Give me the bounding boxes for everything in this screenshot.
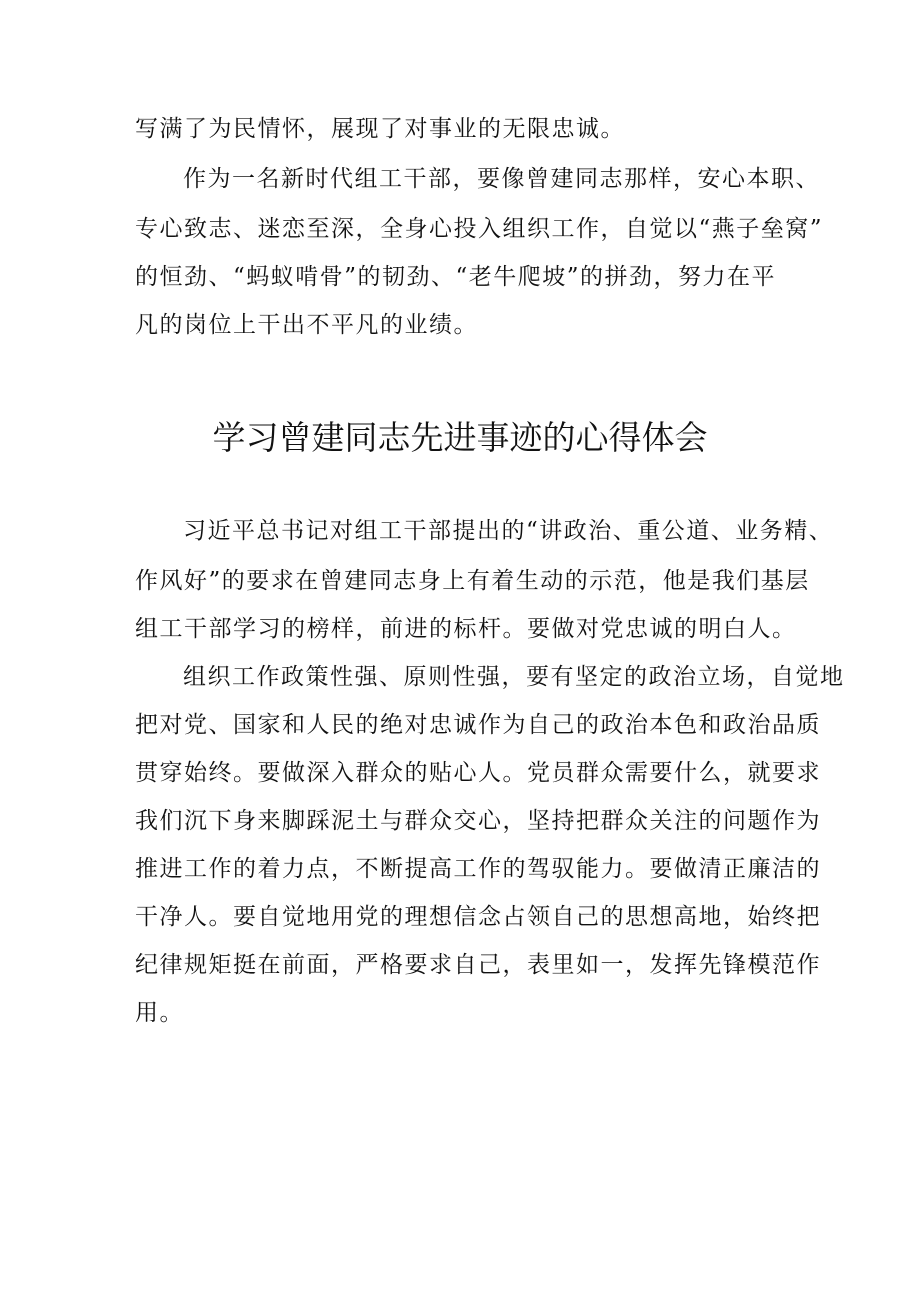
intro-line-2: 作为一名新时代组工干部，要像曾建同志那样，安心本职、 [183, 166, 820, 192]
body-line-3: 组工干部学习的榜样，前进的标杆。要做对党忠诚的明白人。 [135, 616, 797, 642]
body-line-2: 作风好”的要求在曾建同志身上有着生动的示范，他是我们基层 [135, 568, 810, 594]
body-line-1: 习近平总书记对组工干部提出的“讲政治、重公道、业务精、 [183, 518, 834, 544]
page-title: 学习曾建同志先进事迹的心得体会 [212, 418, 708, 457]
body-line-5: 把对党、国家和人民的绝对忠诚作为自己的政治本色和政治品质 [135, 712, 821, 738]
body-line-4: 组织工作政策性强、原则性强，要有坚定的政治立场，自觉地 [183, 664, 845, 690]
intro-line-4: 的恒劲、“蚂蚁啃骨”的韧劲、“老牛爬坡”的拼劲，努力在平 [135, 264, 777, 290]
body-line-10: 纪律规矩挺在前面，严格要求自己，表里如一，发挥先锋模范作 [135, 952, 821, 978]
body-line-9: 干净人。要自觉地用党的理想信念占领自己的思想高地，始终把 [135, 904, 821, 930]
intro-line-3: 专心致志、迷恋至深，全身心投入组织工作，自觉以“燕子垒窝” [135, 216, 824, 242]
intro-line-1: 写满了为民情怀，展现了对事业的无限忠诚。 [135, 116, 625, 142]
intro-line-5: 凡的岗位上干出不平凡的业绩。 [135, 312, 478, 338]
body-line-8: 推进工作的着力点，不断提高工作的驾驭能力。要做清正廉洁的 [135, 856, 821, 882]
body-line-11: 用。 [135, 1000, 184, 1026]
body-line-7: 我们沉下身来脚踩泥土与群众交心，坚持把群众关注的问题作为 [135, 808, 821, 834]
body-line-6: 贯穿始终。要做深入群众的贴心人。党员群众需要什么，就要求 [135, 760, 821, 786]
